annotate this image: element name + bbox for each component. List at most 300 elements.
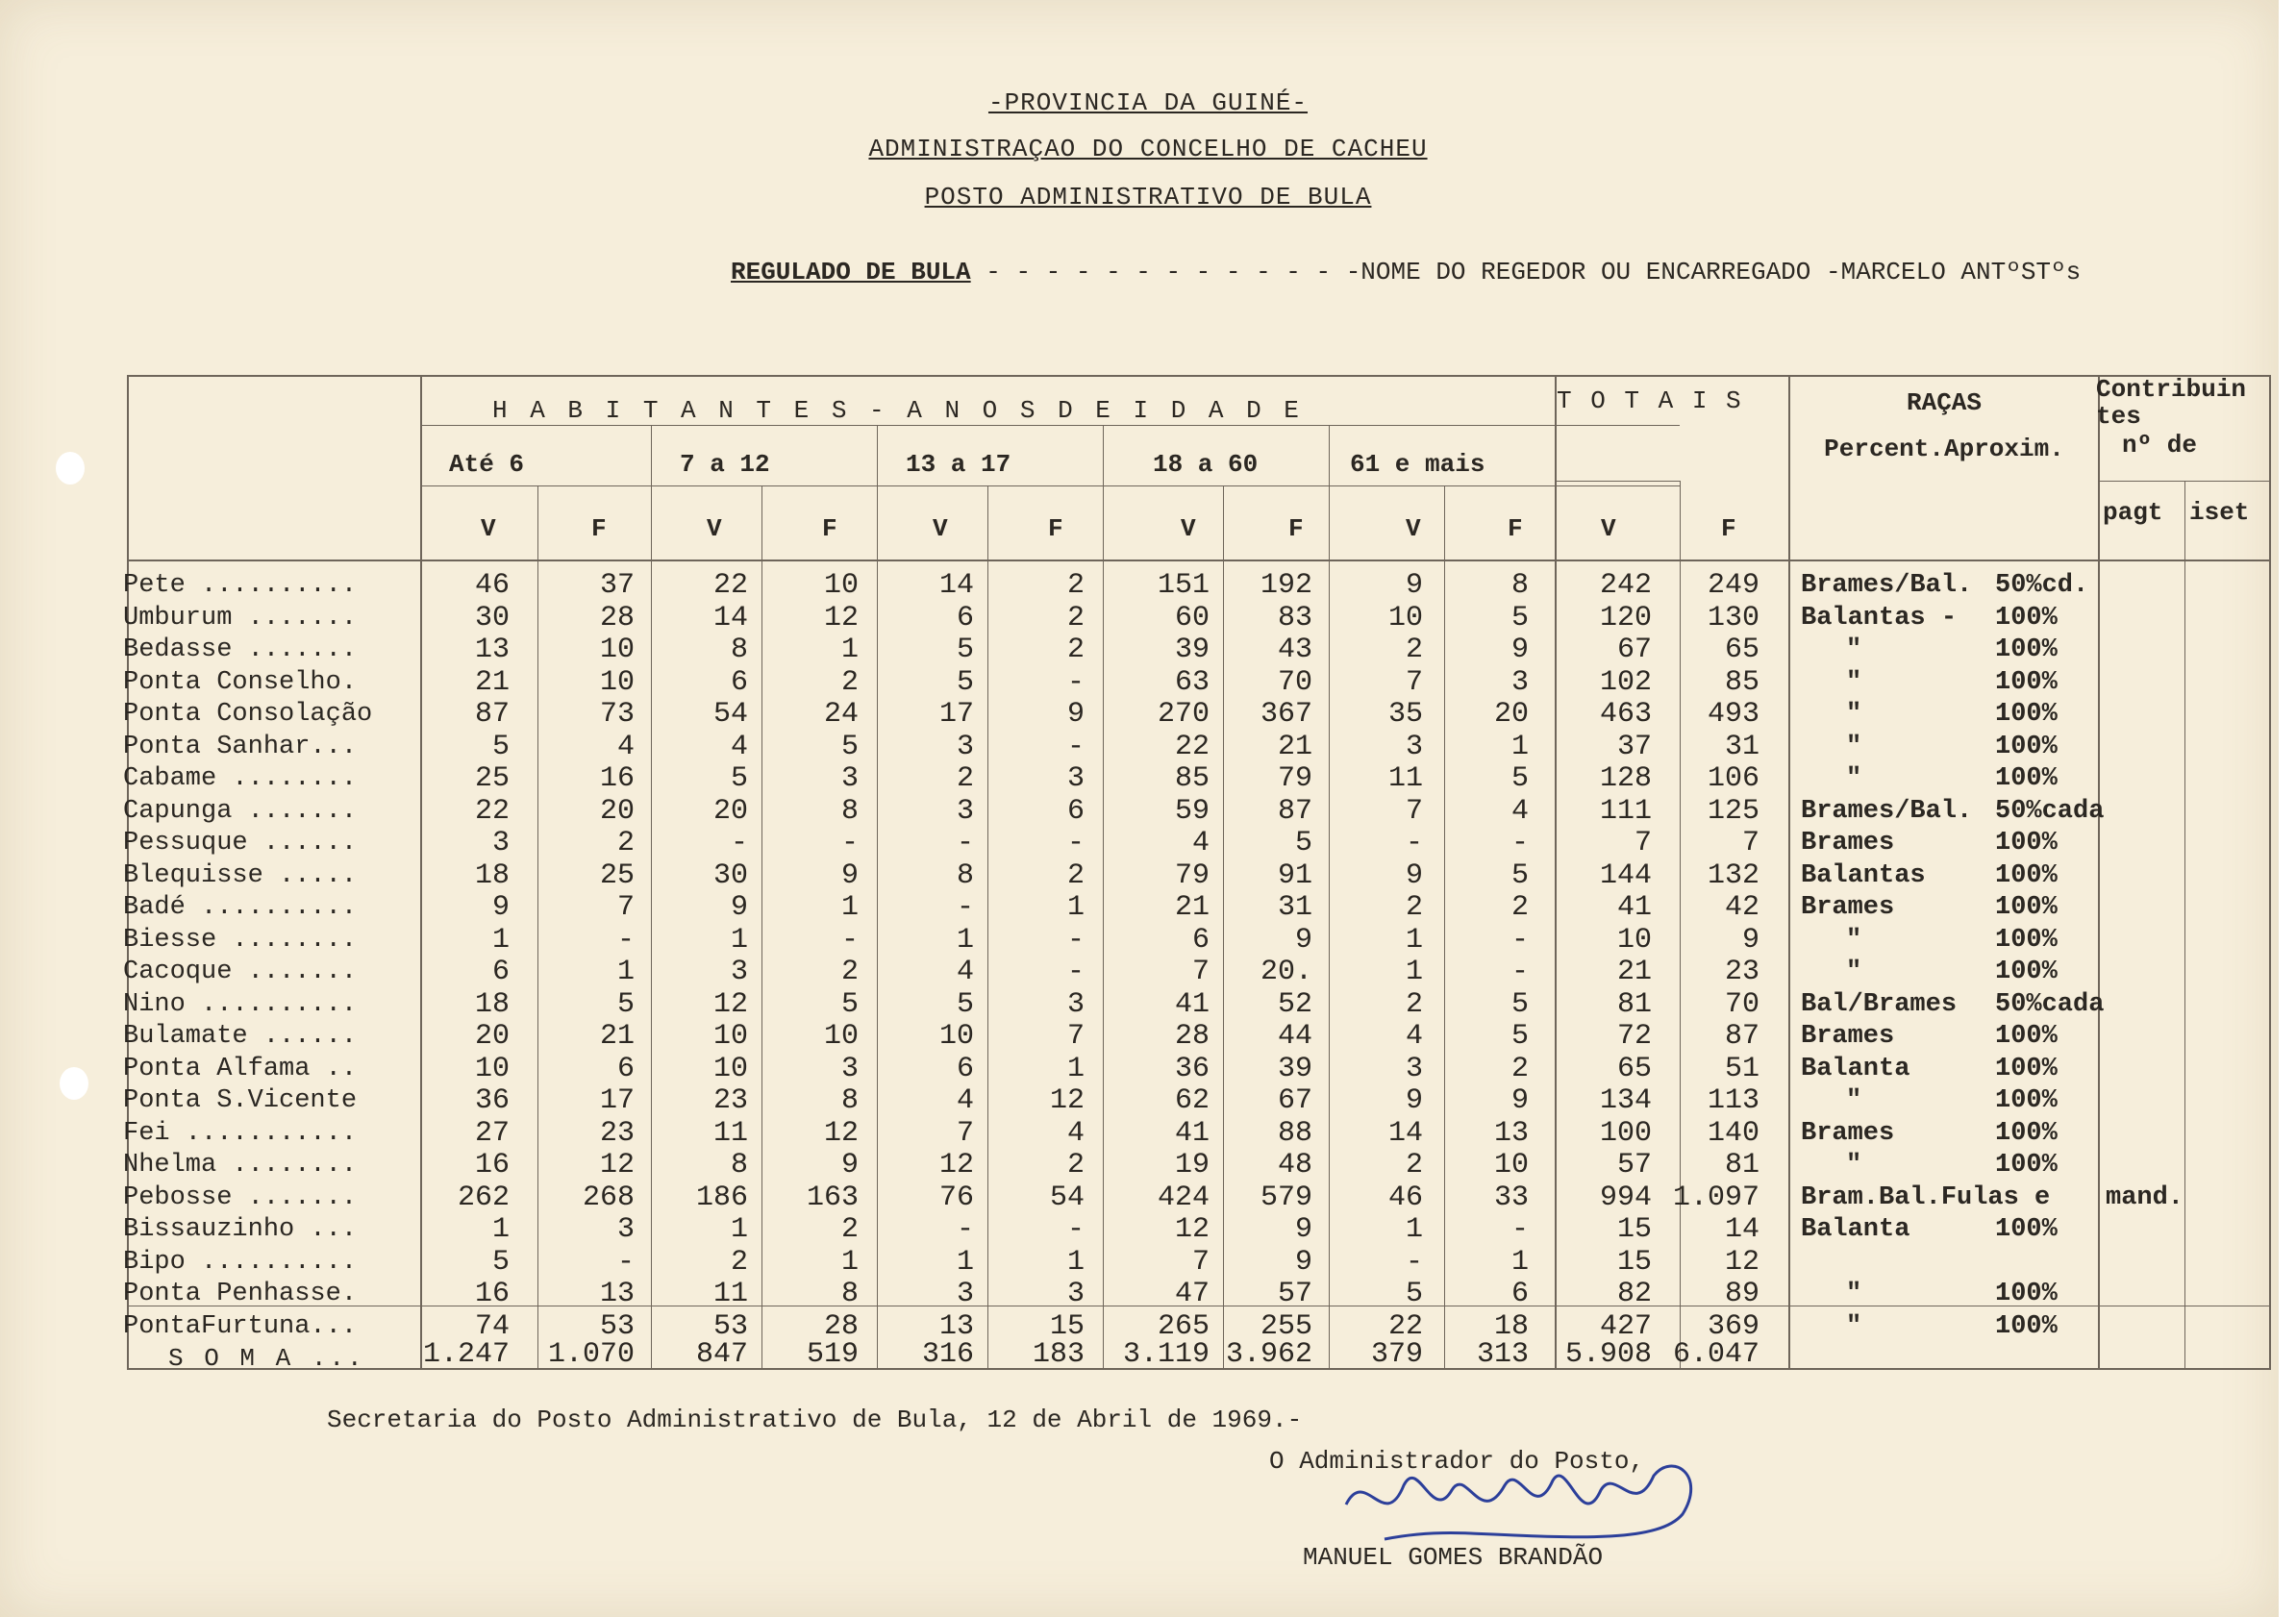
race-composition: Balantas - [1801, 604, 1958, 633]
contributors-header: nº de [2122, 431, 2198, 460]
population-value: 48 [1277, 1149, 1312, 1182]
age-group-header: 13 a 17 [906, 450, 1011, 479]
total-f: 14 [1724, 1213, 1759, 1246]
total-f: 31 [1724, 731, 1759, 763]
province-title: -PROVINCIA DA GUINÉ- [987, 88, 1309, 117]
population-value: 8 [840, 1278, 859, 1310]
grid-line [420, 425, 1680, 426]
village-name: PontaFurtuna... [123, 1312, 358, 1341]
population-value: - [1510, 956, 1529, 988]
village-name: Ponta Conselho. [123, 668, 358, 697]
population-value: - [956, 827, 974, 859]
population-value: 2 [730, 1246, 748, 1279]
race-percentage: 100% [1995, 1151, 2058, 1180]
population-value: 31 [1277, 891, 1312, 924]
population-value: 1 [956, 924, 974, 957]
population-value: 21 [474, 666, 510, 699]
sex-label-f: F [591, 514, 607, 543]
total-v: 10 [1616, 924, 1652, 957]
population-value: 5 [956, 666, 974, 699]
village-name: Bedasse ....... [123, 635, 358, 664]
population-value: 21 [1174, 891, 1210, 924]
population-value: 87 [1277, 795, 1312, 828]
population-value: 62 [1174, 1084, 1210, 1117]
population-value: 44 [1277, 1020, 1312, 1053]
total-v: 57 [1616, 1149, 1652, 1182]
soma-value: 1.070 [547, 1338, 635, 1371]
population-value: 76 [938, 1182, 974, 1214]
population-value: 14 [712, 602, 748, 634]
population-value: 262 [457, 1182, 510, 1214]
population-value: 1 [1510, 1246, 1529, 1279]
population-value: 6 [1191, 924, 1210, 957]
race-percentage: 100% [1995, 764, 2058, 793]
total-f: 85 [1724, 666, 1759, 699]
village-name: Ponta Sanhar... [123, 733, 358, 761]
population-value: 6 [1066, 795, 1085, 828]
population-value: 10 [712, 1053, 748, 1085]
punch-hole [56, 452, 85, 485]
total-v: 15 [1616, 1213, 1652, 1246]
population-value: 10 [1493, 1149, 1529, 1182]
soma-label: S O M A ... [168, 1344, 365, 1373]
population-value: - [730, 827, 748, 859]
population-value: 2 [1066, 602, 1085, 634]
population-value: 22 [712, 569, 748, 602]
population-value: 4 [1405, 1020, 1423, 1053]
population-value: 67 [1277, 1084, 1312, 1117]
race-percentage: 50%cada [1995, 797, 2105, 826]
population-value: 268 [582, 1182, 635, 1214]
population-value: 20 [599, 795, 635, 828]
soma-value: 183 [1032, 1338, 1085, 1371]
village-name: Cabame ........ [123, 764, 358, 793]
population-value: 3 [956, 1278, 974, 1310]
population-value: 367 [1260, 698, 1312, 731]
population-value: 6 [956, 602, 974, 634]
total-f: 9 [1741, 924, 1759, 957]
population-value: 10 [823, 569, 859, 602]
population-value: 17 [599, 1084, 635, 1117]
race-percentage: 100% [1995, 1086, 2058, 1115]
race-percentage: 100% [1995, 1312, 2058, 1341]
population-value: - [956, 1213, 974, 1246]
population-value: 9 [1294, 924, 1312, 957]
population-value: - [956, 891, 974, 924]
village-name: Ponta Penhasse. [123, 1280, 358, 1308]
population-value: 10 [712, 1020, 748, 1053]
sex-label-v: V [933, 514, 948, 543]
population-value: 1 [616, 956, 635, 988]
population-value: 18 [1493, 1310, 1529, 1343]
total-v: 128 [1599, 762, 1652, 795]
population-value: 20. [1260, 956, 1312, 988]
population-value: 5 [1510, 602, 1529, 634]
population-value: 35 [1387, 698, 1423, 731]
sex-label-v: V [1181, 514, 1196, 543]
race-composition: Brames [1801, 893, 1895, 922]
population-value: 5 [1510, 988, 1529, 1021]
total-v: 100 [1599, 1117, 1652, 1150]
population-value: 30 [474, 602, 510, 634]
total-f: 1.097 [1672, 1182, 1759, 1214]
race-composition: " [1846, 958, 1862, 986]
header-separator [127, 560, 2271, 561]
sex-label-f: F [1508, 514, 1523, 543]
population-value: 12 [823, 602, 859, 634]
population-value: 13 [474, 634, 510, 666]
population-value: 8 [840, 1084, 859, 1117]
population-value: - [1405, 827, 1423, 859]
population-value: 2 [840, 666, 859, 699]
population-value: 2 [1405, 988, 1423, 1021]
population-value: - [1510, 1213, 1529, 1246]
sex-label-f: F [1048, 514, 1063, 543]
population-value: - [1066, 1213, 1085, 1246]
population-value: 2 [1066, 569, 1085, 602]
total-f: 81 [1724, 1149, 1759, 1182]
population-value: 5 [1510, 1020, 1529, 1053]
population-value: 46 [474, 569, 510, 602]
race-percentage: 100% [1995, 1055, 2058, 1083]
population-value: 151 [1157, 569, 1210, 602]
race-percentage: 100% [1995, 1022, 2058, 1051]
population-value: - [1066, 924, 1085, 957]
population-value: 41 [1174, 988, 1210, 1021]
race-composition: " [1846, 733, 1862, 761]
population-value: 79 [1277, 762, 1312, 795]
population-value: 2 [840, 1213, 859, 1246]
race-composition: " [1846, 668, 1862, 697]
race-composition: Balantas [1801, 861, 1926, 890]
signature-stroke [1346, 1466, 1691, 1539]
population-value: 28 [823, 1310, 859, 1343]
grid-line [420, 485, 1680, 486]
total-f: 493 [1707, 698, 1759, 731]
contributors-exempt: iset [2189, 498, 2250, 527]
total-f: 89 [1724, 1278, 1759, 1310]
race-composition: Bal/Brames [1801, 990, 1958, 1019]
population-value: 79 [1174, 859, 1210, 892]
population-value: 14 [938, 569, 974, 602]
total-v: 102 [1599, 666, 1652, 699]
population-value: 30 [712, 859, 748, 892]
population-value: 16 [474, 1149, 510, 1182]
population-value: 6 [491, 956, 510, 988]
total-v: 21 [1616, 956, 1652, 988]
race-composition: Brames [1801, 829, 1895, 858]
population-value: 9 [840, 859, 859, 892]
village-name: Biesse ........ [123, 926, 358, 955]
population-value: 1 [1066, 1246, 1085, 1279]
population-value: 36 [1174, 1053, 1210, 1085]
population-value: 5 [840, 731, 859, 763]
handwritten-signature [1327, 1447, 1731, 1553]
village-name: Nino .......... [123, 990, 358, 1019]
population-value: 5 [730, 762, 748, 795]
population-value: 9 [1294, 1213, 1312, 1246]
population-value: 163 [806, 1182, 859, 1214]
village-name: Bipo .......... [123, 1248, 358, 1277]
population-value: 52 [1277, 988, 1312, 1021]
population-value: 15 [1049, 1310, 1085, 1343]
population-value: 37 [599, 569, 635, 602]
population-value: 2 [1510, 1053, 1529, 1085]
population-value: - [840, 827, 859, 859]
race-composition: " [1846, 1312, 1862, 1341]
population-value: 6 [1510, 1278, 1529, 1310]
population-value: 16 [599, 762, 635, 795]
population-value: 7 [1405, 795, 1423, 828]
population-value: 11 [712, 1278, 748, 1310]
population-value: 21 [599, 1020, 635, 1053]
population-value: 13 [1493, 1117, 1529, 1150]
total-f: 87 [1724, 1020, 1759, 1053]
population-value: 3 [956, 795, 974, 828]
race-composition: " [1846, 1151, 1862, 1180]
population-value: 22 [1174, 731, 1210, 763]
race-percentage: 50%cd. [1995, 571, 2089, 600]
population-value: 5 [956, 988, 974, 1021]
population-value: 5 [840, 988, 859, 1021]
population-value: 9 [1405, 569, 1423, 602]
population-value: 13 [599, 1278, 635, 1310]
population-value: 19 [1174, 1149, 1210, 1182]
population-value: 12 [1174, 1213, 1210, 1246]
race-composition: Balanta [1801, 1055, 1910, 1083]
race-percentage: 100% [1995, 926, 2058, 955]
total-f: 113 [1707, 1084, 1759, 1117]
race-percentage: 100% [1995, 893, 2058, 922]
total-f: 369 [1707, 1310, 1759, 1343]
population-value: 9 [491, 891, 510, 924]
race-composition: " [1846, 926, 1862, 955]
race-composition: " [1846, 1086, 1862, 1115]
population-value: 9 [730, 891, 748, 924]
population-value: 10 [599, 634, 635, 666]
total-v: 67 [1616, 634, 1652, 666]
total-v: 7 [1634, 827, 1652, 859]
population-value: 36 [474, 1084, 510, 1117]
sex-label-f: F [1721, 514, 1736, 543]
grid-line [1788, 375, 1790, 1370]
race-percentage: 100% [1995, 1280, 2058, 1308]
population-value: - [1510, 827, 1529, 859]
population-value: 54 [712, 698, 748, 731]
population-value: 91 [1277, 859, 1312, 892]
village-name: Badé .......... [123, 893, 358, 922]
population-value: 33 [1493, 1182, 1529, 1214]
population-value: 27 [474, 1117, 510, 1150]
population-value: 1 [491, 924, 510, 957]
population-value: 14 [1387, 1117, 1423, 1150]
total-f: 42 [1724, 891, 1759, 924]
total-v: 463 [1599, 698, 1652, 731]
population-value: 9 [1066, 698, 1085, 731]
population-value: 1 [730, 924, 748, 957]
total-v: 41 [1616, 891, 1652, 924]
race-composition: " [1846, 1280, 1862, 1308]
totals-header: T O T A I S [1557, 386, 1743, 415]
population-value: 2 [1405, 634, 1423, 666]
village-name: Bissauzinho ... [123, 1215, 358, 1244]
population-value: 20 [474, 1020, 510, 1053]
population-value: 17 [938, 698, 974, 731]
population-value: 1 [840, 634, 859, 666]
race-percentage: 100% [1995, 861, 2058, 890]
population-value: 9 [1294, 1246, 1312, 1279]
population-value: 1 [1066, 1053, 1085, 1085]
population-value: 18 [474, 988, 510, 1021]
village-name: Nhelma ........ [123, 1151, 358, 1180]
total-f: 7 [1741, 827, 1759, 859]
total-v: 81 [1616, 988, 1652, 1021]
sex-label-f: F [822, 514, 837, 543]
population-value: 11 [712, 1117, 748, 1150]
population-value: 7 [616, 891, 635, 924]
table-border-top [127, 375, 2271, 377]
population-value: - [1066, 956, 1085, 988]
population-value: 2 [1066, 1149, 1085, 1182]
race-composition: " [1846, 635, 1862, 664]
population-value: 2 [616, 827, 635, 859]
total-v: 144 [1599, 859, 1652, 892]
total-f: 23 [1724, 956, 1759, 988]
total-v: 111 [1599, 795, 1652, 828]
population-value: 5 [1294, 827, 1312, 859]
population-value: 1 [491, 1213, 510, 1246]
race-percentage: 100% [1995, 700, 2058, 729]
population-value: 21 [1277, 731, 1312, 763]
population-value: 12 [938, 1149, 974, 1182]
population-value: 7 [1191, 956, 1210, 988]
population-value: 10 [474, 1053, 510, 1085]
post-title: POSTO ADMINISTRATIVO DE BULA [924, 183, 1372, 211]
soma-value: 519 [806, 1338, 859, 1371]
race-percentage: mand. [2106, 1183, 2184, 1212]
total-f: 51 [1724, 1053, 1759, 1085]
total-v: 994 [1599, 1182, 1652, 1214]
total-v: 82 [1616, 1278, 1652, 1310]
grid-line [2098, 375, 2100, 1370]
signatory-name: MANUEL GOMES BRANDÃO [1303, 1543, 1604, 1572]
population-value: 88 [1277, 1117, 1312, 1150]
total-f: 140 [1707, 1117, 1759, 1150]
grid-line [1555, 481, 1680, 482]
population-value: 270 [1157, 698, 1210, 731]
punch-hole [60, 1067, 88, 1100]
population-value: 39 [1277, 1053, 1312, 1085]
population-value: 16 [474, 1278, 510, 1310]
population-value: 5 [491, 731, 510, 763]
population-value: 7 [1066, 1020, 1085, 1053]
population-value: 74 [474, 1310, 510, 1343]
population-value: 73 [599, 698, 635, 731]
race-composition: Brames/Bal. [1801, 571, 1973, 600]
population-value: - [1405, 1246, 1423, 1279]
population-value: 4 [730, 731, 748, 763]
race-percentage: 50%cada [1995, 990, 2105, 1019]
population-value: 5 [491, 1246, 510, 1279]
race-percentage: 100% [1995, 668, 2058, 697]
population-value: 28 [599, 602, 635, 634]
population-value: 47 [1174, 1278, 1210, 1310]
population-value: 23 [712, 1084, 748, 1117]
population-value: 3 [956, 731, 974, 763]
population-value: 54 [1049, 1182, 1085, 1214]
population-value: 10 [1387, 602, 1423, 634]
race-percentage: 100% [1995, 958, 2058, 986]
total-f: 125 [1707, 795, 1759, 828]
race-composition: Brames/Bal. [1801, 797, 1973, 826]
total-f: 249 [1707, 569, 1759, 602]
population-value: 7 [1405, 666, 1423, 699]
village-name: Pebosse ....... [123, 1183, 358, 1212]
population-value: 9 [1405, 1084, 1423, 1117]
population-value: 22 [474, 795, 510, 828]
population-value: 3 [1066, 988, 1085, 1021]
total-f: 70 [1724, 988, 1759, 1021]
place-date: Secretaria do Posto Administrativo de Bula, 12 de Abril de 1969.- [327, 1406, 1303, 1434]
population-value: 1 [840, 1246, 859, 1279]
table-border-right [2269, 375, 2271, 1370]
total-v: 427 [1599, 1310, 1652, 1343]
population-value: 41 [1174, 1117, 1210, 1150]
population-value: 4 [956, 1084, 974, 1117]
population-value: 60 [1174, 602, 1210, 634]
soma-total: 5.908 [1564, 1338, 1652, 1371]
population-value: - [840, 924, 859, 957]
sex-label-v: V [1406, 514, 1421, 543]
regulado-line [731, 258, 2081, 286]
population-value: 3 [1405, 731, 1423, 763]
total-f: 106 [1707, 762, 1759, 795]
population-value: 9 [1405, 859, 1423, 892]
population-value: 24 [823, 698, 859, 731]
population-value: 255 [1260, 1310, 1312, 1343]
race-composition: " [1846, 700, 1862, 729]
population-value: 39 [1174, 634, 1210, 666]
population-value: 10 [599, 666, 635, 699]
population-value: 6 [730, 666, 748, 699]
soma-total: 6.047 [1672, 1338, 1759, 1371]
population-value: 8 [956, 859, 974, 892]
village-name: Pete .......... [123, 571, 358, 600]
population-value: 20 [1493, 698, 1529, 731]
population-value: - [1066, 731, 1085, 763]
races-header: RAÇAS [1906, 388, 1982, 417]
soma-value: 316 [921, 1338, 974, 1371]
population-value: 10 [938, 1020, 974, 1053]
total-v: 120 [1599, 602, 1652, 634]
population-value: 11 [1387, 762, 1423, 795]
population-value: 2 [956, 762, 974, 795]
population-value: 192 [1260, 569, 1312, 602]
total-f: 130 [1707, 602, 1759, 634]
population-value: 2 [1066, 634, 1085, 666]
population-value: 5 [1510, 859, 1529, 892]
race-percentage: 100% [1995, 604, 2058, 633]
population-value: 2 [1405, 1149, 1423, 1182]
population-value: 9 [1510, 1084, 1529, 1117]
population-value: 59 [1174, 795, 1210, 828]
population-value: 70 [1277, 666, 1312, 699]
population-value: 18 [474, 859, 510, 892]
population-value: 4 [1191, 827, 1210, 859]
village-name: Umburum ....... [123, 604, 358, 633]
population-value: 6 [956, 1053, 974, 1085]
total-f: 12 [1724, 1246, 1759, 1279]
